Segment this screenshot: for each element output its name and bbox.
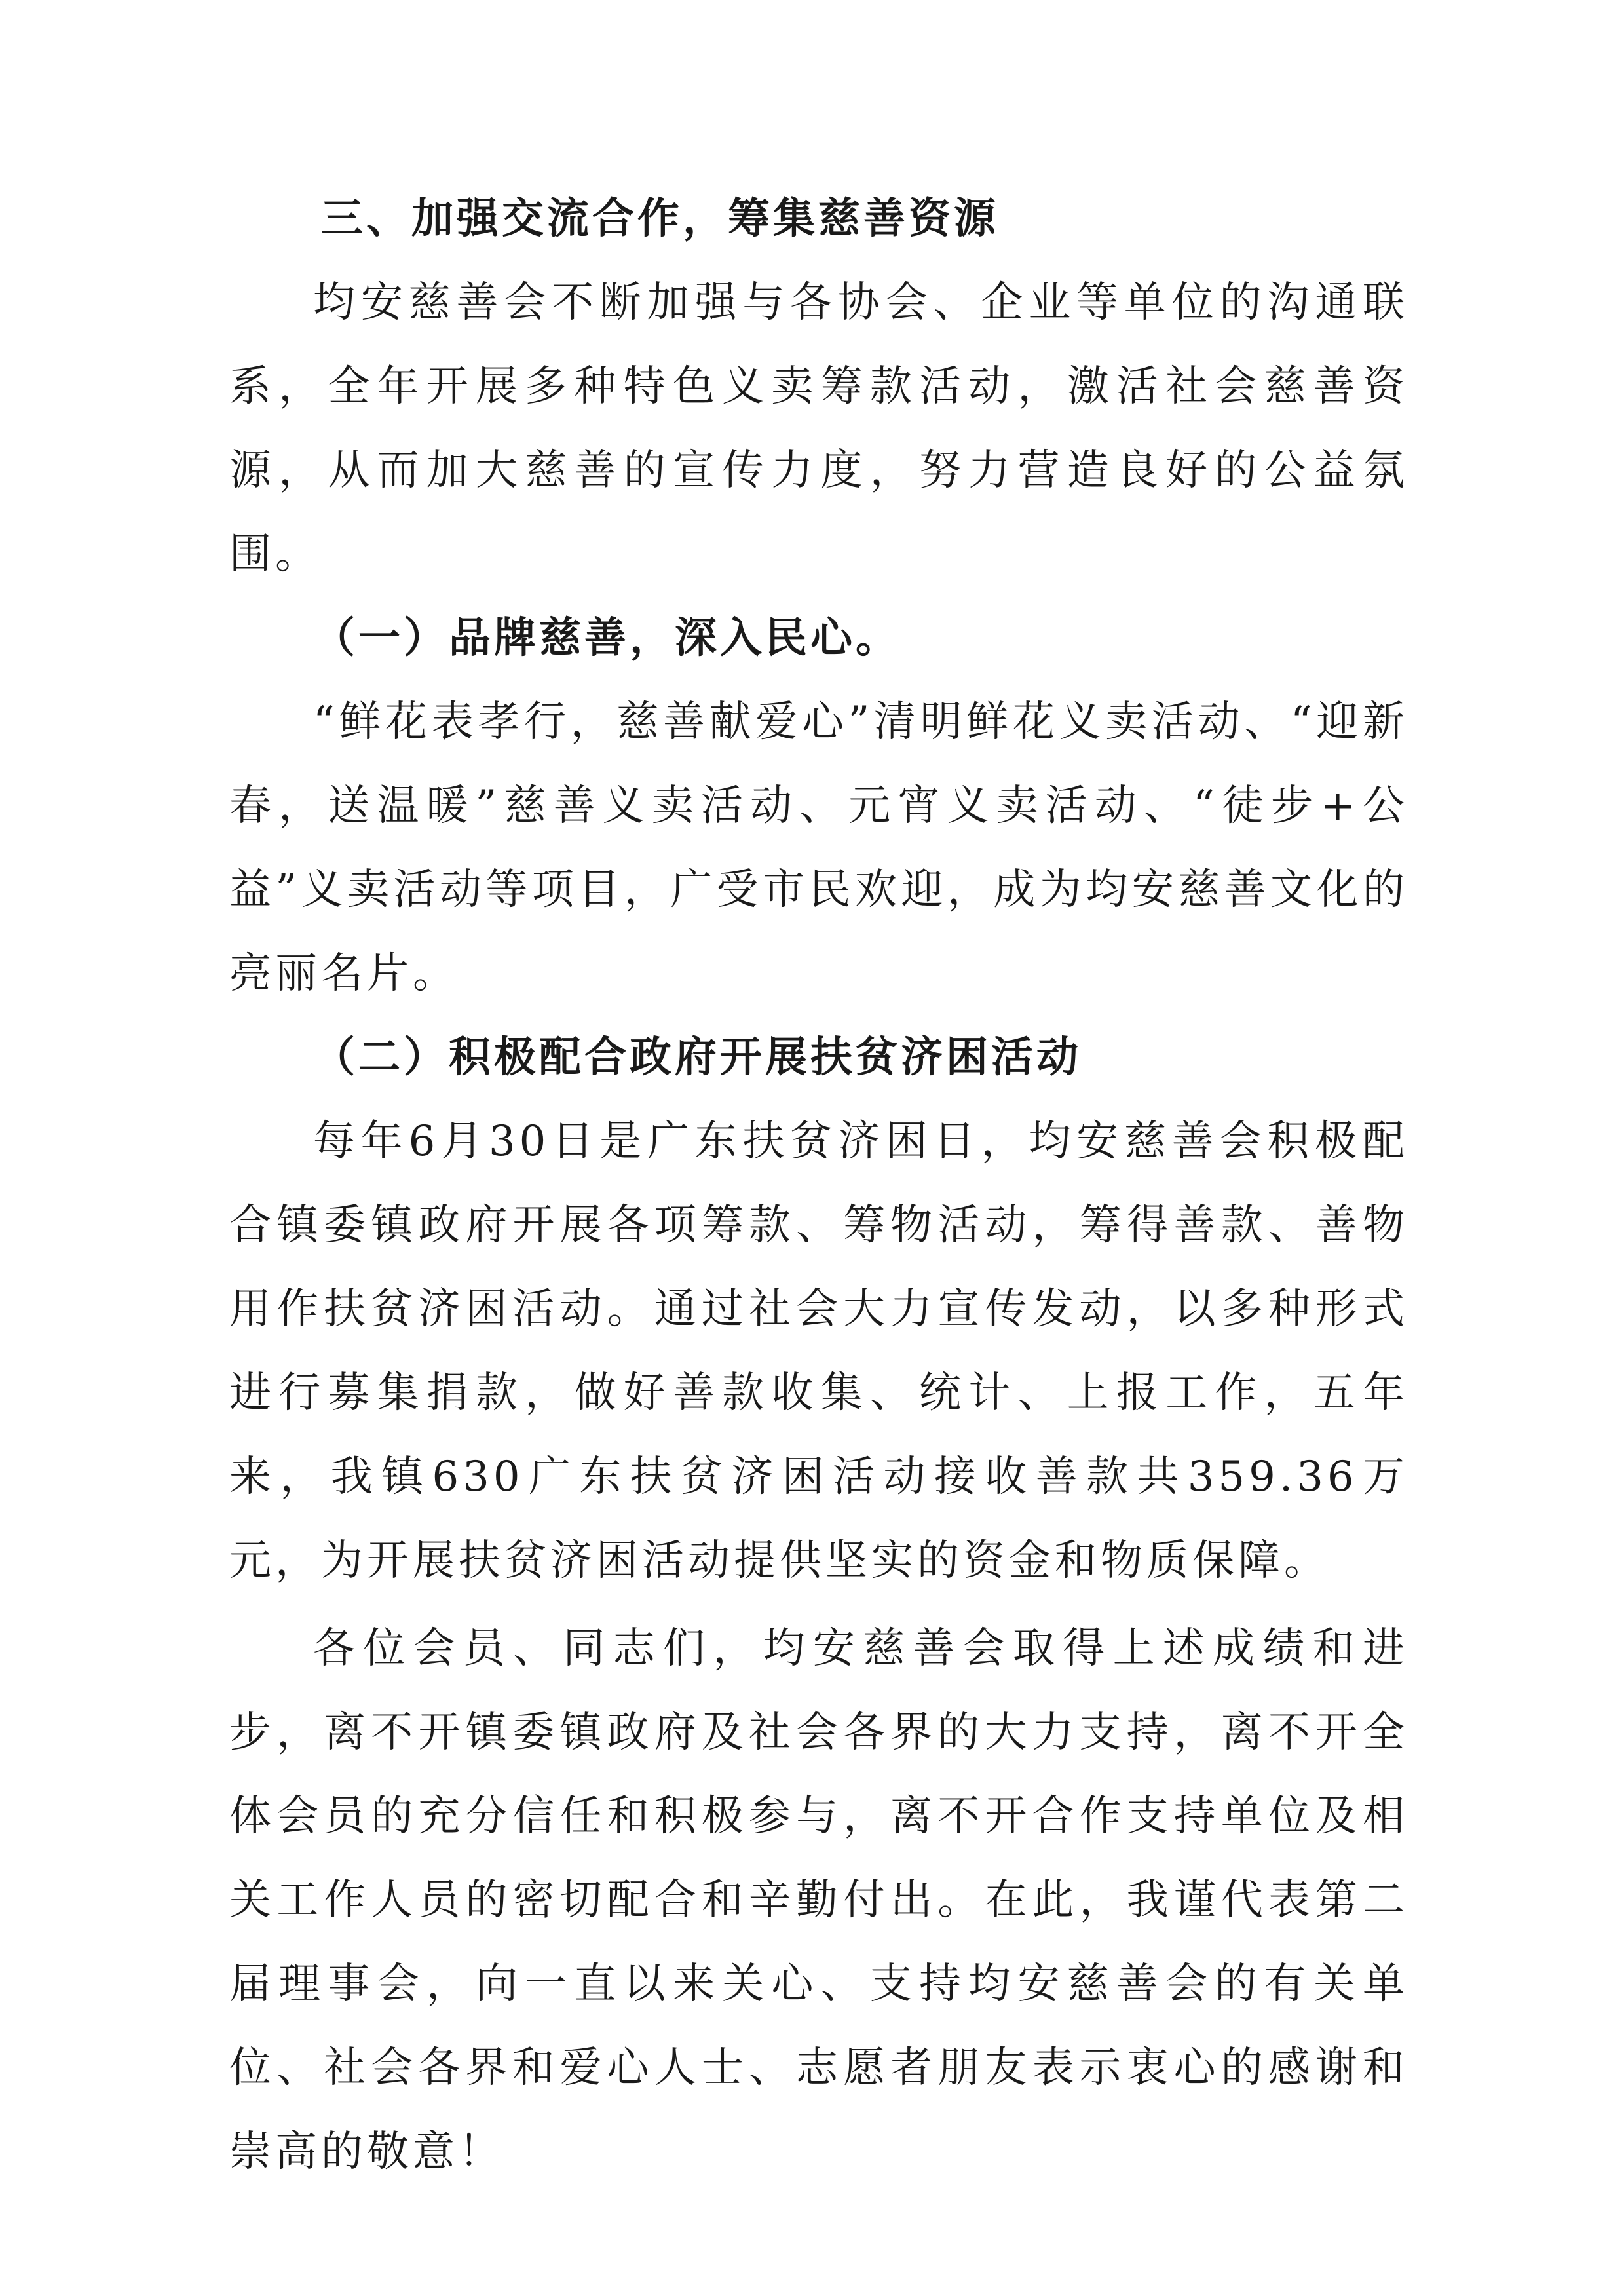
subsection-title-2: （二）积极配合政府开展扶贫济困活动 bbox=[313, 1033, 1082, 1082]
closing-paragraph: 各位会员、同志们，均安慈善会取得上述成绩和进步，离不开镇委镇政府及社会各界的大力支持，离不开全体会员的充分信任和积极参与，离不开合作支持单位及相关工作人员的密切配合和辛勤付出。在此，我谨代表第二届理事会，向一直以来关心、支持均安慈善会的有关单位、社会各界和爱心人士、志愿者朋友表示衷心的感谢和崇高的敬意！ bbox=[229, 1624, 1408, 2176]
subsection-title-1: （一）品牌慈善，深入民心。 bbox=[313, 614, 901, 662]
intro-paragraph: 均安慈善会不断加强与各协会、企业等单位的沟通联系，全年开展多种特色义卖筹款活动，激活社会慈善资源，从而加大慈善的宣传力度，努力营造良好的公益氛围。 bbox=[229, 278, 1408, 579]
document-body bbox=[229, 177, 1408, 2194]
subsection-paragraph-1: “鲜花表孝行，慈善献爱心”清明鲜花义卖活动、“迎新春，送温暖”慈善义卖活动、元宵义卖活动、“徒步+公益”义卖活动等项目，广受市民欢迎，成为均安慈善文化的亮丽名片。 bbox=[229, 698, 1408, 998]
subsection-paragraph-2: 每年6月30日是广东扶贫济困日，均安慈善会积极配合镇委镇政府开展各项筹款、筹物活动，筹得善款、善物用作扶贫济困活动。通过社会大力宣传发动，以多种形式进行募集捐款，做好善款收集、统计、上报工作，五年来，我镇630广东扶贫济困活动接收善款共359.36万元，为开展扶贫济困活动提供坚实的资金和物质保障。 bbox=[229, 1117, 1408, 1585]
section-title: 三、加强交流合作，筹集慈善资源 bbox=[321, 195, 999, 243]
